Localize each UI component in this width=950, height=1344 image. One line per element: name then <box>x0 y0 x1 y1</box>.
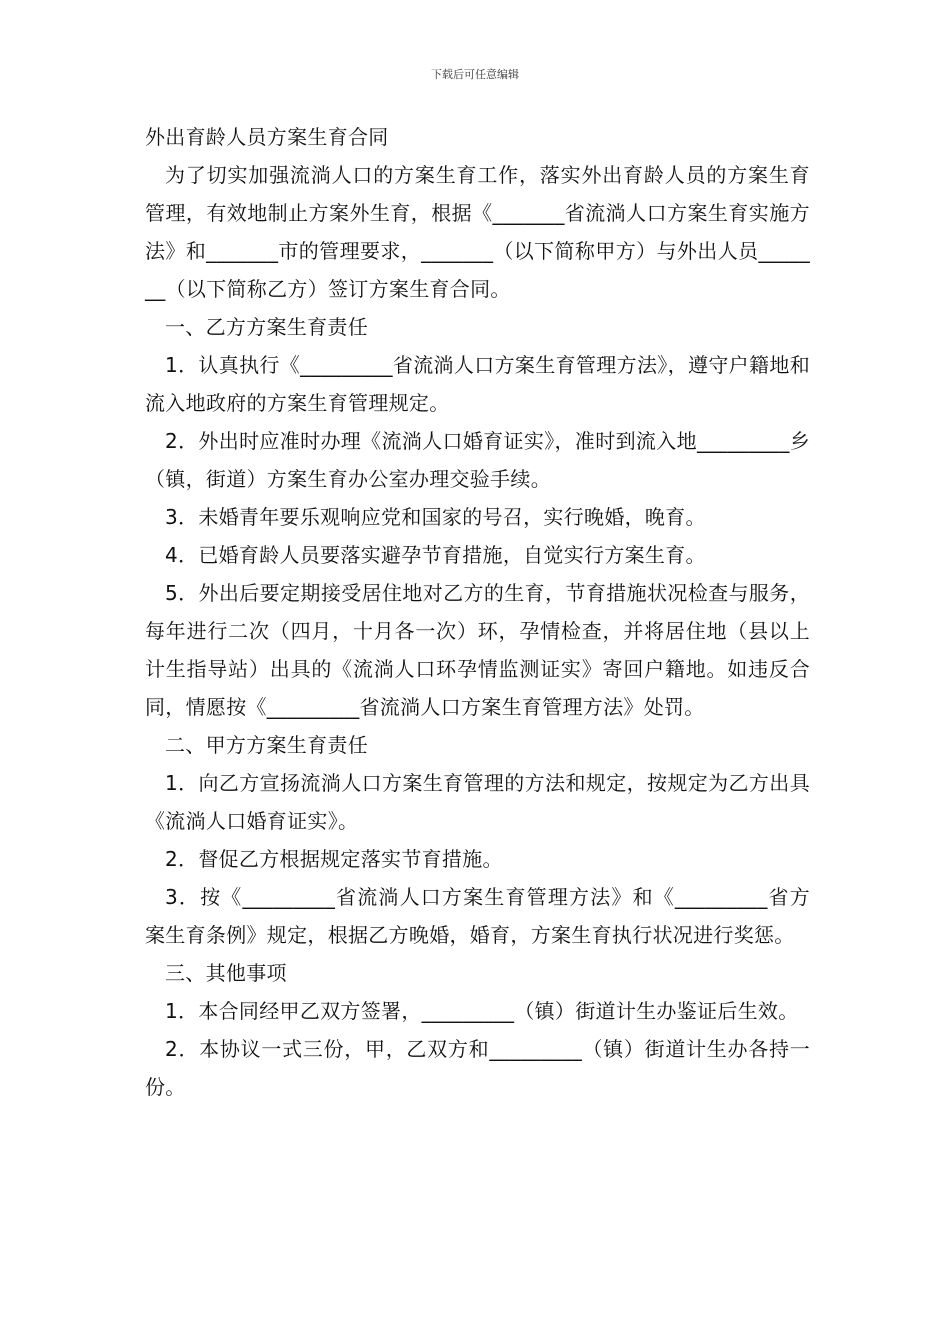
clause-item: 5．外出后要定期接受居住地对乙方的生育，节育措施状况检查与服务，每年进行二次（四月，十月各一次）环，孕情检查，并将居住地（县以上计生指导站）出具的《流淌人口环孕情监测证实》寄回户籍地。如违反合同，情愿按《_________省流淌人口方案生育管理方法》处罚。 <box>145 581 810 719</box>
clause-item: 1．认真执行《_________省流淌人口方案生育管理方法》，遵守户籍地和流入地政府的方案生育管理规定。 <box>145 353 810 415</box>
clause-item: 1．本合同经甲乙双方签署，_________（镇）街道计生办鉴证后生效。 <box>165 999 799 1023</box>
section-heading: 三、其他事项 <box>165 961 287 985</box>
clause-item: 2．督促乙方根据规定落实节育措施。 <box>165 847 503 871</box>
clause-item: 1．向乙方宣扬流淌人口方案生育管理的方法和规定，按规定为乙方出具《流淌人口婚育证实》。 <box>145 771 810 833</box>
clause-item: 4．已婚育龄人员要落实避孕节育措施，自觉实行方案生育。 <box>165 543 706 567</box>
clause-item: 3．未婚青年要乐观响应党和国家的号召，实行晚婚，晚育。 <box>165 505 706 529</box>
contract-body <box>145 118 810 1106</box>
document-title: 外出育龄人员方案生育合同 <box>145 125 389 149</box>
header-note: 下载后可任意编辑 <box>431 68 519 81</box>
intro-paragraph: 为了切实加强流淌人口的方案生育工作，落实外出育龄人员的方案生育管理，有效地制止方案外生育，根据《_______省流淌人口方案生育实施方法》和_______市的管理要求，_______（以下简称甲方）与外出人员_______（以下简称乙方）签订方案生育合同。 <box>145 163 810 301</box>
section-heading: 一、乙方方案生育责任 <box>165 315 368 339</box>
clause-item: 2．本协议一式三份，甲，乙双方和_________（镇）街道计生办各持一份。 <box>145 1037 810 1099</box>
section-heading: 二、甲方方案生育责任 <box>165 733 368 757</box>
clause-item: 3．按《_________省流淌人口方案生育管理方法》和《_________省方案生育条例》规定，根据乙方晚婚，婚育，方案生育执行状况进行奖惩。 <box>145 885 810 947</box>
clause-item: 2．外出时应准时办理《流淌人口婚育证实》，准时到流入地_________乡（镇，街道）方案生育办公室办理交验手续。 <box>145 429 810 491</box>
